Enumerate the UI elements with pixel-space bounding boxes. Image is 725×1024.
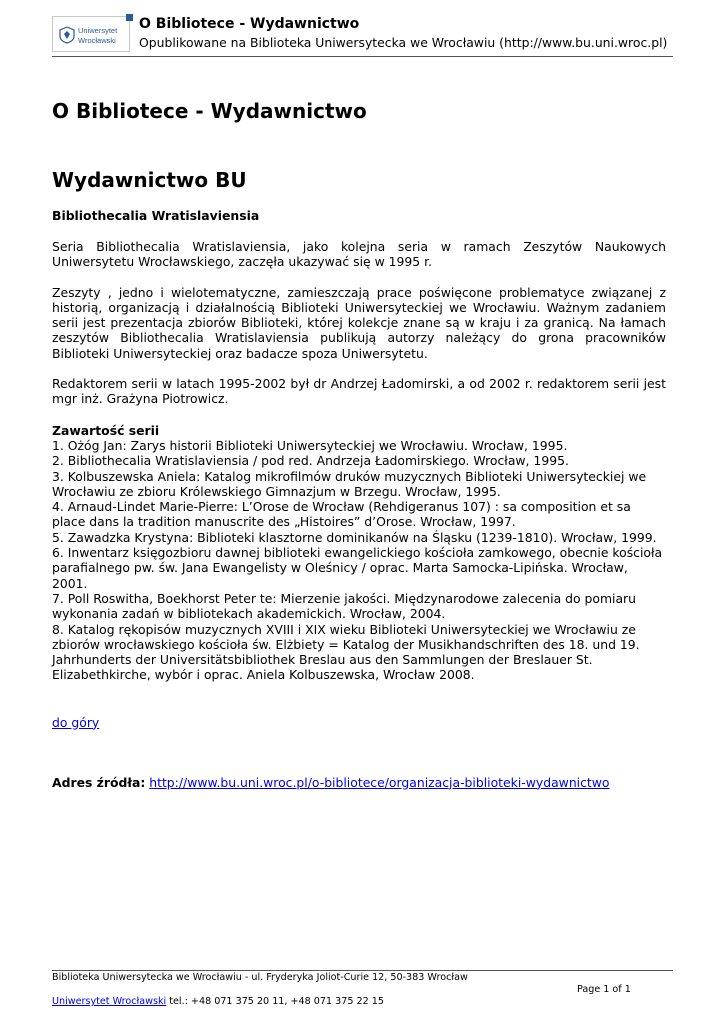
university-logo xyxy=(52,16,130,52)
paragraph-intro: Seria Bibliothecalia Wratislaviensia, jako kolejna seria w ramach Zeszytów Naukowych Uniwersytetu Wrocławskiego, zaczęła ukazywać się w 1995 r. xyxy=(52,239,666,270)
logo-text-line-2: Wrocławski xyxy=(78,36,116,45)
series-subheading: Bibliothecalia Wratislaviensia xyxy=(52,208,260,223)
paragraph-editors: Redaktorem serii w latach 1995-2002 był dr Andrzej Ładomirski, a od 2002 r. redaktorem serii jest mgr inż. Grażyna Piotrowicz. xyxy=(52,376,666,407)
university-link[interactable]: Uniwersytet Wrocławski xyxy=(52,996,167,1007)
back-to-top-link[interactable]: do góry xyxy=(52,714,100,730)
page-title: O Bibliotece - Wydawnictwo xyxy=(52,99,367,123)
footer-address: Biblioteka Uniwersytecka we Wrocławiu - ul. Fryderyka Joliot-Curie 12, 50-383 Wrocław xyxy=(52,972,468,983)
list-item: 6. Inwentarz księgozbioru dawnej biblioteki ewangelickiego kościoła zamkowego, obecnie kościoła parafialnego pw. św. Jana Ewangelisty w Oleśnicy / oprac. Marta Samocka-Lipińska. Wrocław, 2001. xyxy=(52,545,663,591)
list-item: 2. Bibliothecalia Wratislaviensia / pod red. Andrzeja Ładomirskiego. Wrocław, 1995. xyxy=(52,453,569,469)
footer-divider xyxy=(52,970,673,971)
footer-contact xyxy=(52,996,384,1007)
header-title: O Bibliotece - Wydawnictwo xyxy=(139,16,360,32)
page-header xyxy=(52,14,673,57)
footer-phone: tel.: +48 071 375 20 11, +48 071 375 22 15 xyxy=(166,996,384,1007)
page-number: Page 1 of 1 xyxy=(577,984,631,995)
section-title: Wydawnictwo BU xyxy=(52,168,247,192)
source-label: Adres źródła: xyxy=(52,774,146,790)
contents-heading: Zawartość serii xyxy=(52,422,160,438)
list-item: 1. Ożóg Jan: Zarys historii Biblioteki Uniwersyteckiej we Wrocławiu. Wrocław, 1995. xyxy=(52,437,568,453)
paragraph-description: Zeszyty , jedno i wielotematyczne, zamieszczają prace poświęcone problematyce związanej z historią, organizacją i działalnością Biblioteki Uniwersyteckiej we Wrocławiu. Ważnym zadaniem serii jest prezentacja zbiorów Biblioteki, której kolekcje znane są w kraju i za granicą. Na łamach zeszytów Bibliothecalia Wratislaviensia publikują autorzy należący do grona pracowników Biblioteki Uniwersyteckiej oraz badacze spoza Uniwersytetu. xyxy=(52,284,666,361)
logo-corner-mark xyxy=(126,14,133,21)
list-item: 8. Katalog rękopisów muzycznych XVIII i XIX wieku Biblioteki Uniwersyteckiej we Wrocławiu ze zbiorów wrocławskiego kościoła św. Elżbiety = Katalog der Musikhandschriften des 18. und 19. Jahrhunderts der Universitätsbibliothek Breslau aus den Sammlungen der Breslauer St. Elizabethkirche, wybór i oprac. Aniela Kolbuszewska, Wrocław 2008. xyxy=(52,621,640,683)
header-subtitle: Opublikowane na Biblioteka Uniwersytecka we Wrocławiu (http://www.bu.uni.wroc.pl) xyxy=(139,35,668,50)
list-item: 7. Poll Roswitha, Boekhorst Peter te: Mierzenie jakości. Międzynarodowe zalecenia do pomiaru wykonania zadań w bibliotekach akademickich. Wrocław, 2004. xyxy=(52,590,636,622)
list-item: 3. Kolbuszewska Aniela: Katalog mikrofilmów druków muzycznych Biblioteki Uniwersyteckiej we Wrocławiu ze zbioru Królewskiego Gimnazjum w Brzegu. Wrocław, 1995. xyxy=(52,468,647,499)
list-item: 4. Arnaud-Lindet Marie-Pierre: L’Orose de Wrocław (Rehdigeranus 107) : sa composition et sa place dans la tradition manuscrite des „Histoires” d’Orose. Wrocław, 1997. xyxy=(52,499,631,530)
list-item: 5. Zawadzka Krystyna: Biblioteki klasztorne dominikanów na Śląsku (1239-1810). Wrocław, 1999. xyxy=(52,529,657,545)
university-emblem-icon xyxy=(59,26,75,44)
logo-text-line-1: Uniwersytet xyxy=(78,26,118,35)
source-address xyxy=(52,775,666,791)
source-url-link[interactable]: http://www.bu.uni.wroc.pl/o-bibliotece/organizacja-biblioteki-wydawnictwo xyxy=(149,774,610,790)
series-contents-list xyxy=(52,438,666,683)
main-content xyxy=(52,98,666,791)
